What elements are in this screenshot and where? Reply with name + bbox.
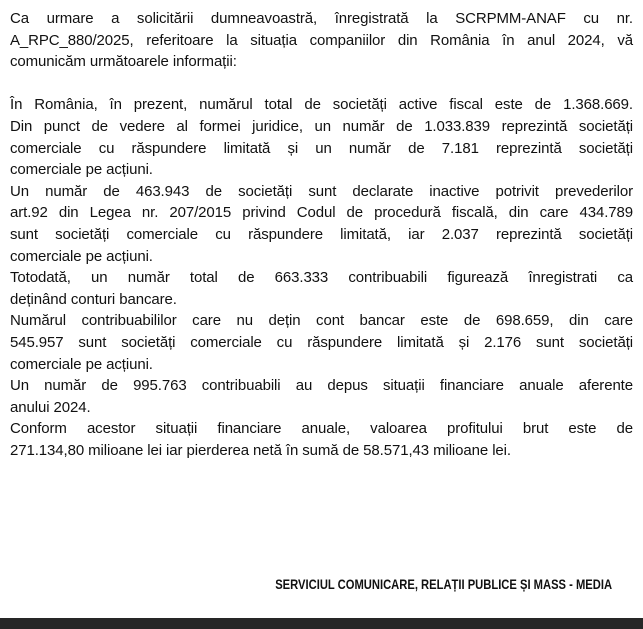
body-line: Un număr de 463.943 de societăți sunt declarate inactive potrivit prevederilor bbox=[10, 182, 633, 200]
body-line: comerciale pe acțiuni. bbox=[10, 355, 153, 373]
body-line: Un număr de 995.763 contribuabili au depus situații financiare anuale aferente bbox=[10, 377, 633, 395]
body-line: Din punct de vedere al formei juridice, un număr de 1.033.839 reprezintă societăți bbox=[10, 117, 633, 135]
body-line: comerciale pe acțiuni. bbox=[10, 161, 153, 179]
body-line: 271.134,80 milioane lei iar pierderea netă în sumă de 58.571,43 milioane lei. bbox=[10, 441, 511, 459]
body-line: Numărul contribuabililor care nu dețin cont bancar este de 698.659, din care bbox=[10, 312, 633, 330]
signature-department: SERVICIUL COMUNICARE, RELAȚII PUBLICE ȘI MASS - MEDIA bbox=[275, 576, 612, 593]
signature-row bbox=[0, 574, 643, 594]
body-line: În România, în prezent, numărul total de societăți active fiscal este de 1.368.669. bbox=[10, 96, 633, 114]
body-line: comerciale pe acțiuni. bbox=[10, 247, 153, 265]
body-line: anului 2024. bbox=[10, 398, 91, 416]
body-line: art.92 din Legea nr. 207/2015 privind Codul de procedură fiscală, din care 434.789 bbox=[10, 204, 633, 222]
body-line: deținând conturi bancare. bbox=[10, 290, 177, 308]
body-line: comunicăm următoarele informații: bbox=[10, 53, 237, 71]
body-line: Ca urmare a solicitării dumneavoastră, înregistrată la SCRPMM-ANAF cu nr. bbox=[10, 10, 633, 27]
body-line: sunt societăți comerciale cu răspundere limitată, iar 2.037 reprezintă societăți bbox=[10, 225, 633, 243]
body-line: Totodată, un număr total de 663.333 contribuabili figurează înregistrati ca bbox=[10, 269, 633, 287]
body-line: Conform acestor situații financiare anuale, valoarea profitului brut este de bbox=[10, 420, 633, 438]
blank-line bbox=[10, 73, 633, 95]
body-line: 545.957 sunt societăți comerciale cu răspundere limitată și 2.176 sunt societăți bbox=[10, 333, 633, 351]
body-line: A_RPC_880/2025, referitoare la situația companiilor din România în anul 2024, vă bbox=[10, 31, 633, 49]
bottom-window-edge bbox=[0, 618, 643, 629]
body-line: comerciale cu răspundere limitată și un număr de 7.181 reprezintă societăți bbox=[10, 139, 633, 157]
